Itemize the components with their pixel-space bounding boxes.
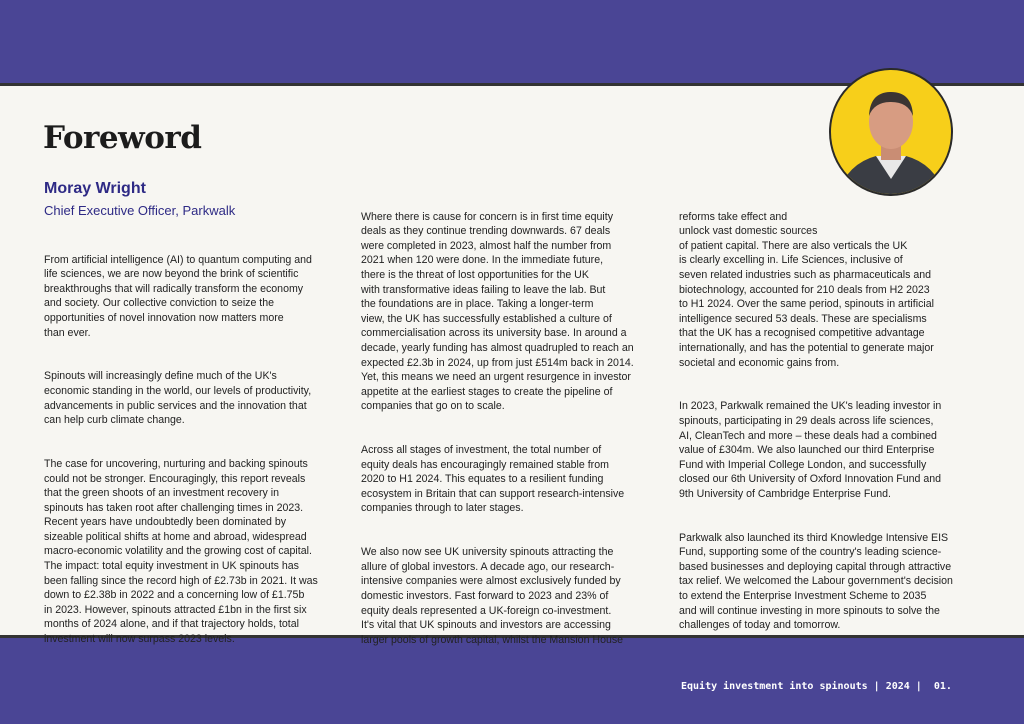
- page-title: Foreword: [43, 120, 202, 156]
- paragraph: In 2023, Parkwalk remained the UK's leading investor in spinouts, participating in 29 deals across life sciences, AI, CleanTech and more – these deals had a combined value of £304m. We also launched our third Enterprise Fund with Imperial College London, and successfully closed our 6th University of Oxford Innovation Fund and 9th University of Cambridge Enterprise Fund.: [679, 400, 942, 500]
- paragraph: The case for uncovering, nurturing and backing spinouts could not be stronger. Encouragingly, this report reveals that the green shoots of an investment recovery in spinouts has taken root after challenging times in 2023. Recent years have undoubtedly been dominated by sizeable political shifts at home and abroad, widespread macro-economic volatility and the growing cost of capital. The impact: total equity investment in UK spinouts has been falling since the record high of £2.73b in 2021. It was down to £2.38b in 2022 and a concerning low of £1.75b in 2023. However, spinouts attracted £1bn in the first six months of 2024 alone, and if that trajectory holds, total investment will now surpass 2023 levels.: [44, 457, 318, 646]
- column-1: [44, 238, 354, 676]
- paragraph: reforms take effect and unlock vast domestic sources of patient capital. There are also verticals the UK is clearly excelling in. Life Sciences, inclusive of seven related industries such as pharmaceuticals and biotechnology, accounted for 210 deals from H2 2023 to H1 2024. Over the same period, spinouts in artificial intelligence secured 53 deals. These are specialisms that the UK has a recognised competitive advantage internationally, and has the potential to generate major societal and economic gains from.: [679, 210, 934, 369]
- author-role: Chief Executive Officer, Parkwalk: [44, 203, 236, 218]
- paragraph: We also now see UK university spinouts attracting the allure of global investors. A decade ago, our research- intensive companies were almost exclusively funded by domestic investors. Fast forward to 2023 and 23% of equity deals represented a UK-foreign co-investment. It's vital that UK spinouts and investors are accessing larger pools of growth capital, whilst the Mansion House: [361, 546, 624, 646]
- paragraph: From artificial intelligence (AI) to quantum computing and life sciences, we are now beyond the brink of scientific breakthroughs that will radically transform the economy and society. Our collective conviction to seize the opportunities of novel innovation now matters more than ever.: [44, 253, 312, 339]
- paragraph: Spinouts will increasingly define much of the UK's economic standing in the world, our levels of productivity, advancements in public services and the innovation that can help curb climate change.: [44, 370, 312, 427]
- author-portrait: [826, 44, 956, 198]
- column-2: [361, 195, 671, 677]
- column-3: [679, 195, 989, 662]
- footer-text: Equity investment into spinouts | 2024 | 01.: [681, 681, 952, 692]
- author-name: Moray Wright: [44, 180, 146, 197]
- paragraph: Across all stages of investment, the total number of equity deals has encouragingly remained stable from 2020 to H1 2024. This equates to a resilient funding ecosystem in Britain that can support research-intensive companies through to later stages.: [361, 444, 625, 515]
- paragraph: Parkwalk also launched its third Knowledge Intensive EIS Fund, supporting some of the country's leading science- based businesses and deploying capital through attractive tax relief. We welcomed the Labour government's decision to extend the Enterprise Investment Scheme to 2035 and will continue investing in more spinouts to solve the challenges of today and tomorrow.: [679, 531, 953, 632]
- paragraph: Where there is cause for concern is in first time equity deals as they continue trending downwards. 67 deals were completed in 2023, almost half the number from 2021 when 120 were done. In the immediate future, there is the threat of lost opportunities for the UK with transformative ideas failing to leave the lab. But the foundations are in place. Taking a longer-term view, the UK has successfully established a culture of commercialisation across its university base. In around a decade, yearly funding has almost quadrupled to reach an expected £2.3b in 2024, up from just £514m back in 2014. Yet, this means we need an urgent resurgence in investor appetite at the earliest stages to create the pipeline of companies that go on to scale.: [361, 210, 634, 413]
